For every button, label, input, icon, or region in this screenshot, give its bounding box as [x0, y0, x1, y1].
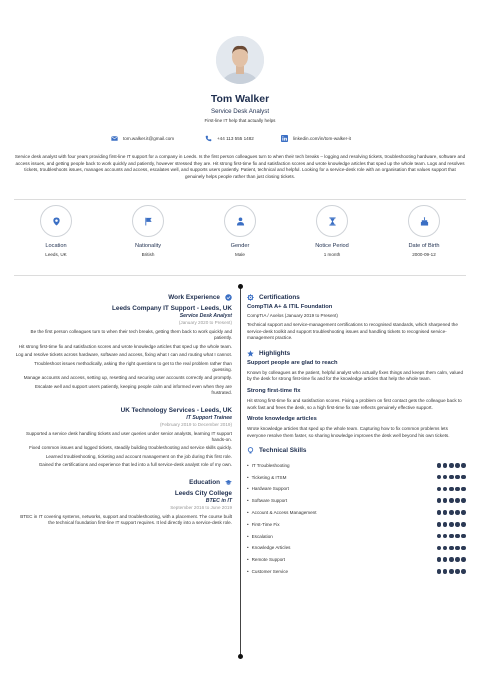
job-entry	[14, 407, 232, 469]
skill-level-dots	[437, 522, 466, 527]
highlight-title: Strong first-time fix	[247, 387, 301, 394]
experience-heading	[14, 294, 232, 301]
profile-summary: Service desk analyst with four years providing first-line IT support for a company in Leeds. Is the first person colleagues turn to when their tech breaks – logging and resolving tickets, troubleshooting hardware, software and access issues, and getting people back to work quickly and patiently, however stressed they are. Hit strong first-time fix and satisfaction scores and wrote knowledge articles that sped up the whole team. Logs and resolves tickets, troubleshoots issues, manages accounts and access, escalates well, and supports users patiently. Patient, technical and helpful. Looking for a service-desk role with an organisation that values support that genuinely helps people rather than just closing tickets.	[14, 154, 466, 179]
skill-level-dot	[437, 534, 442, 539]
linkedin-text: linkedin.com/in/tom-walker-it	[293, 136, 351, 141]
skill-level-dots	[437, 498, 466, 503]
fact-notice-period	[297, 205, 367, 257]
skill-row	[247, 483, 466, 495]
linkedin-icon	[281, 135, 288, 142]
certifications-heading	[247, 294, 466, 301]
email-text: tom.walker.it@gmail.com	[123, 136, 175, 141]
tagline: First-line IT help that actually helps	[204, 118, 276, 123]
skill-name: • Hardware Support	[247, 486, 289, 491]
skill-level-dot	[443, 463, 448, 468]
envelope-icon	[111, 135, 118, 142]
skill-level-dot	[443, 487, 448, 492]
highlight-text: Hit strong first-time fix and satisfaction scores. Fixing a problem on first contact gets the colleague back to work fast and frees the desk, so a high first-time fix rate reflects genuinely effective support.	[247, 397, 462, 410]
skill-level-dot	[461, 557, 466, 562]
skill-level-dot	[443, 569, 448, 574]
skill-name: • Software Support	[247, 498, 287, 503]
skill-level-dot	[449, 510, 454, 515]
timeline-line	[240, 287, 241, 657]
skill-row	[247, 542, 466, 554]
job-bullet: Gained the certifications and experience that led into a full service-desk analyst role of my own.	[38, 462, 232, 468]
skill-level-dot	[455, 569, 460, 574]
fact-label: Nationality	[134, 243, 162, 249]
job-bullet: Fixed common issues and logged tickets, steadily building troubleshooting and service skills quickly.	[29, 445, 232, 451]
skill-row	[247, 554, 466, 566]
job-bullet: Learned troubleshooting, ticketing and account management on the job during this first role.	[45, 453, 232, 459]
skill-level-dot	[437, 510, 442, 515]
job-company: UK Technology Services - Leeds, UK	[120, 406, 232, 414]
certification-name: CompTIA A+ & ITIL Foundation	[247, 304, 333, 310]
skill-level-dot	[455, 522, 460, 527]
job-title: Service Desk Analyst	[210, 108, 270, 115]
contact-phone[interactable]	[205, 135, 254, 142]
skill-name: • Knowledge Articles	[247, 545, 290, 550]
divider	[14, 199, 466, 200]
skill-level-dots	[437, 510, 466, 515]
timeline-dot-top	[238, 284, 243, 289]
fact-label: Location	[45, 243, 67, 249]
skill-name: • Account & Access Management	[247, 510, 316, 515]
certification-meta: CompTIA / Axelos (January 2019 to Present)	[247, 313, 338, 318]
skill-level-dot	[455, 557, 460, 562]
education-text: BTEC in IT covering systems, networks, support and troubleshooting, with a placement. The course built the technical foundation first-line IT support requires. It led directly into a service-desk role.	[20, 513, 232, 526]
skills-heading	[247, 447, 466, 454]
highlight-title: Wrote knowledge articles	[247, 416, 317, 423]
skill-row	[247, 471, 466, 483]
job-bullet: Manage accounts and access, setting up, resetting and securing user accounts correctly and promptly.	[23, 375, 232, 381]
job-dates: (February 2019 to December 2019)	[159, 421, 232, 427]
skill-level-dot	[455, 463, 460, 468]
skill-name: • Ticketing & ITSM	[247, 475, 286, 480]
fact-label: Date of Birth	[408, 243, 440, 249]
fact-value: Male	[235, 252, 245, 257]
section-title: Certifications	[259, 294, 300, 301]
skill-level-dot	[461, 522, 466, 527]
candidate-name: Tom Walker	[210, 93, 270, 105]
skill-level-dot	[437, 498, 442, 503]
skill-level-dot	[437, 487, 442, 492]
skill-level-dot	[455, 475, 460, 480]
star-icon	[247, 350, 254, 357]
skill-row	[247, 530, 466, 542]
person-icon	[236, 217, 245, 226]
skill-name: • Remote Support	[247, 557, 285, 562]
skill-level-dot	[455, 510, 460, 515]
skill-level-dot	[437, 475, 442, 480]
lightbulb-icon	[247, 447, 254, 454]
skill-level-dots	[437, 463, 466, 468]
skill-level-dots	[437, 569, 466, 574]
highlight-title: Support people are glad to reach	[247, 359, 338, 366]
fact-location	[21, 205, 91, 257]
skill-level-dot	[443, 475, 448, 480]
skill-level-dots	[437, 487, 466, 492]
fact-ring	[316, 205, 348, 237]
left-column	[14, 294, 232, 527]
job-bullet: Troubleshoot issues methodically, asking the right questions to get to the real problem rather than guessing.	[34, 360, 232, 373]
avatar	[216, 36, 264, 84]
fact-ring	[132, 205, 164, 237]
flag-icon	[144, 217, 153, 226]
job-role: Service Desk Analyst	[179, 313, 232, 319]
skill-level-dot	[461, 498, 466, 503]
contact-bar	[0, 135, 480, 145]
skill-level-dot	[461, 569, 466, 574]
skill-level-dot	[443, 534, 448, 539]
personal-facts	[0, 205, 480, 265]
course-name: BTEC in IT	[205, 497, 232, 504]
skill-name: • Customer Service	[247, 569, 288, 574]
skill-level-dot	[437, 546, 442, 551]
skill-name: • IT Troubleshooting	[247, 463, 290, 468]
skill-level-dot	[449, 487, 454, 492]
skill-level-dot	[437, 522, 442, 527]
divider	[14, 275, 466, 276]
skill-level-dot	[449, 557, 454, 562]
fact-nationality	[113, 205, 183, 257]
phone-icon	[205, 135, 212, 142]
skill-level-dot	[449, 463, 454, 468]
fact-ring	[224, 205, 256, 237]
job-bullet: Be the first person colleagues turn to when their tech breaks, getting them back to work quickly and patiently.	[30, 329, 232, 341]
job-entry	[14, 305, 232, 397]
skill-level-dot	[461, 546, 466, 551]
skill-level-dot	[449, 498, 454, 503]
section-title: Technical Skills	[259, 447, 307, 455]
skill-level-dot	[461, 487, 466, 492]
highlight-text: Known by colleagues as the patient, helpful analyst who actually fixes things and keeps them calm, valued by the desk for strong first-time fix and for the knowledge articles that help the whole team.	[247, 369, 464, 382]
birthday-cake-icon	[420, 217, 429, 226]
skill-level-dots	[437, 557, 466, 562]
skill-level-dot	[437, 569, 442, 574]
section-title: Education	[189, 478, 220, 486]
skill-level-dot	[449, 475, 454, 480]
graduation-cap-icon	[225, 479, 232, 486]
skill-row	[247, 566, 466, 578]
skill-level-dot	[461, 463, 466, 468]
skill-level-dots	[437, 546, 466, 551]
job-company: Leeds Company IT Support - Leeds, UK	[111, 305, 232, 312]
skill-level-dot	[449, 546, 454, 551]
hourglass-icon	[328, 217, 337, 226]
skill-level-dot	[449, 569, 454, 574]
skill-level-dot	[443, 510, 448, 515]
skill-level-dot	[449, 522, 454, 527]
fact-ring	[408, 205, 440, 237]
skill-level-dots	[437, 475, 466, 480]
skill-row	[247, 495, 466, 507]
right-column	[247, 294, 466, 577]
skill-level-dot	[455, 487, 460, 492]
job-bullets	[14, 431, 232, 469]
skill-level-dot	[461, 534, 466, 539]
section-title: Work Experience	[168, 294, 220, 301]
skill-level-dot	[437, 557, 442, 562]
profile-photo	[216, 36, 264, 84]
skill-level-dot	[437, 463, 442, 468]
fact-value: 2000-09-12	[412, 252, 436, 257]
contact-email[interactable]	[111, 135, 174, 142]
job-bullet: Hit strong first-time fix and satisfaction scores and wrote knowledge articles that sped up the whole team.	[18, 343, 232, 349]
skill-level-dot	[461, 475, 466, 480]
skill-level-dot	[443, 522, 448, 527]
skill-level-dot	[461, 510, 466, 515]
fact-label: Gender	[230, 243, 250, 249]
job-bullet: Log and resolve tickets across hardware, software and access, fixing what I can and routing what I cannot.	[15, 352, 232, 358]
highlight-text: Wrote knowledge articles that sped up the whole team. Capturing how to fix common problems lets everyone resolve them faster, so sharing knowledge improves the desk well beyond his own tickets.	[247, 426, 450, 438]
skill-row	[247, 459, 466, 471]
fact-label: Notice Period	[315, 243, 349, 249]
skill-level-dot	[455, 546, 460, 551]
fact-value: Leeds, UK	[45, 252, 67, 257]
job-dates: (January 2020 to Present)	[178, 320, 232, 325]
skill-name: • Escalation	[247, 534, 273, 539]
education-heading	[14, 479, 232, 486]
skill-level-dot	[455, 498, 460, 503]
fact-gender	[205, 205, 275, 257]
section-title: Highlights	[259, 349, 291, 357]
education-dates: September 2016 to June 2019	[170, 504, 232, 510]
skill-row	[247, 518, 466, 530]
phone-text: +44 113 555 1482	[217, 136, 254, 141]
verified-badge-icon	[225, 294, 232, 301]
skill-level-dot	[443, 557, 448, 562]
skill-level-dot	[443, 546, 448, 551]
job-bullet: Escalate well and support users patiently, keeping people calm and informed even when they are frustrated.	[34, 383, 232, 396]
timeline-dot-bottom	[238, 654, 243, 659]
skills-list	[247, 459, 466, 577]
job-bullets	[14, 329, 232, 397]
fact-ring	[40, 205, 72, 237]
fact-date-of-birth	[389, 205, 459, 257]
contact-linkedin[interactable]	[281, 135, 351, 142]
fact-value: 1 month	[323, 252, 341, 257]
skill-level-dots	[437, 534, 466, 539]
certification-text: Technical support and service-management certifications to recognised standards, which sharpened the service-desk toolkit and support troubleshooting issues and handling tickets to recognised service-management practice.	[247, 322, 458, 341]
map-pin-icon	[52, 217, 61, 226]
skill-level-dot	[443, 498, 448, 503]
skill-row	[247, 507, 466, 519]
fact-value: British	[141, 252, 155, 257]
skill-name: • First-Time Fix	[247, 522, 280, 527]
highlights-heading	[247, 350, 466, 357]
job-role: IT Support Trainee	[186, 414, 232, 421]
skill-level-dot	[449, 534, 454, 539]
skill-level-dot	[455, 534, 460, 539]
gear-icon	[247, 294, 254, 301]
job-bullet: Supported a service desk handling tickets and user queries under senior analysts, learning IT support hands-on.	[26, 430, 232, 443]
school-name: Leeds City College	[174, 489, 232, 497]
